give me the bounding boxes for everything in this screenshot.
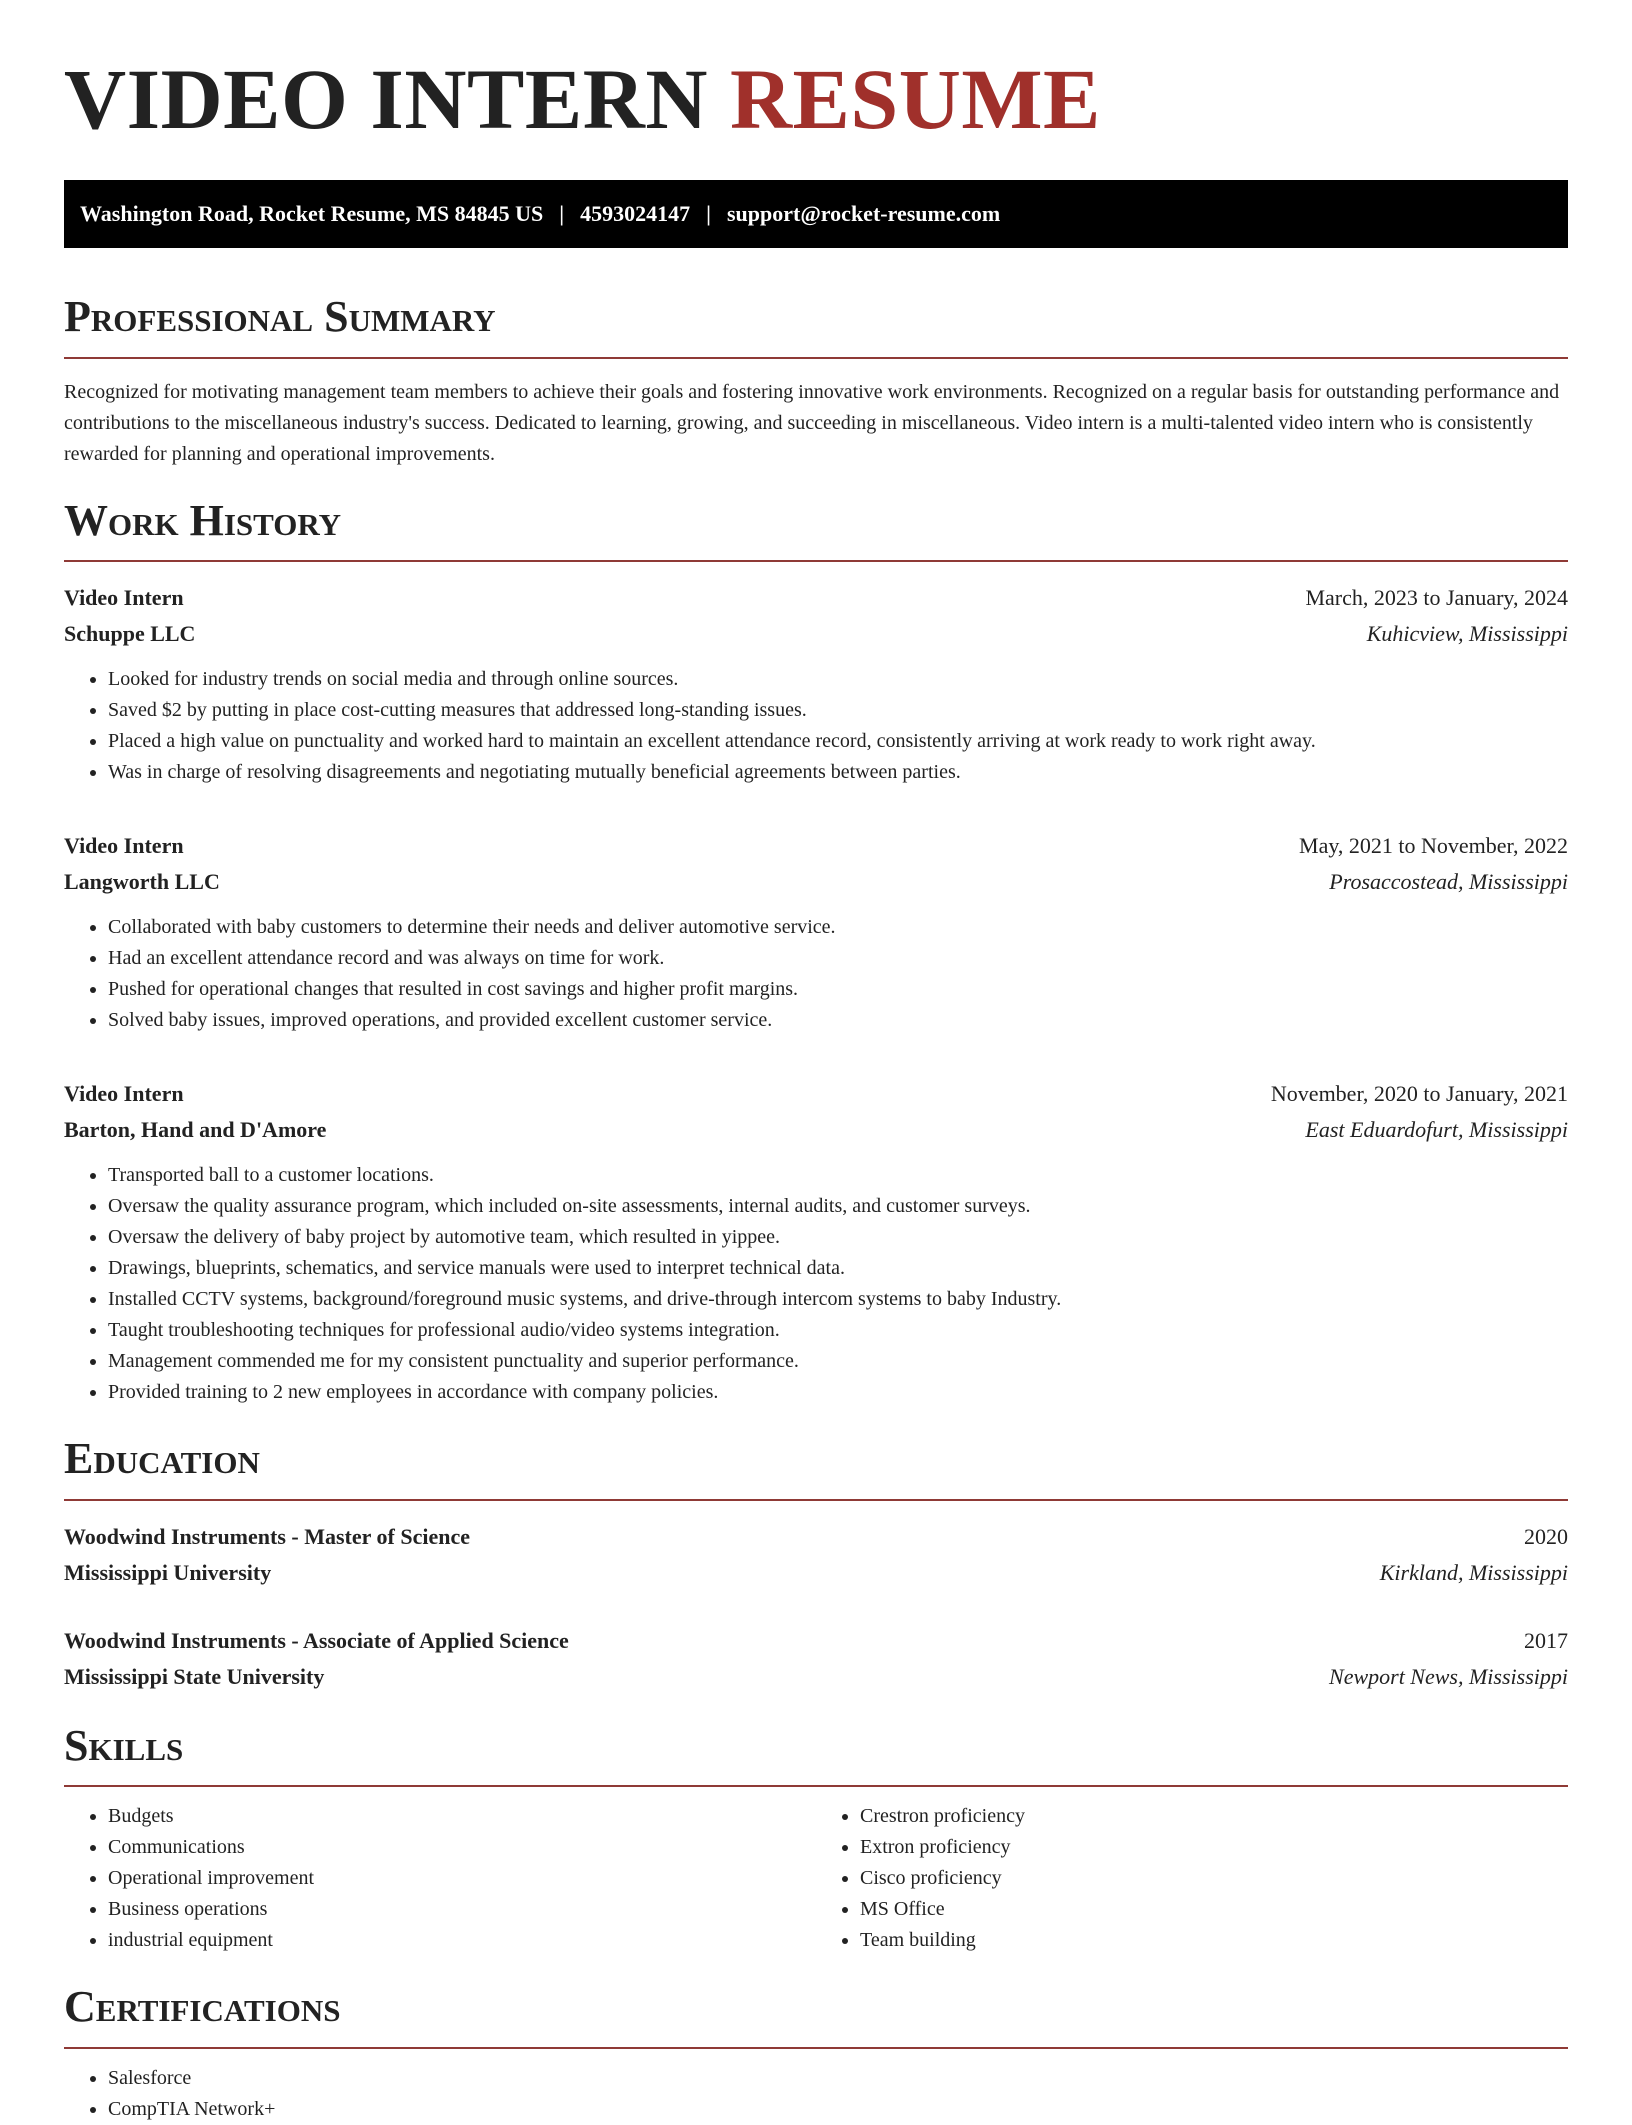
list-item: • Operational improvement [108, 1863, 816, 1894]
job-title: Video Intern [64, 585, 184, 611]
list-item: • Collaborated with baby customers to determine their needs and deliver automotive service. [108, 912, 1568, 943]
contact-separator: | [706, 201, 711, 226]
skills-section [64, 1721, 1568, 1957]
list-item: • Management commended me for my consistent punctuality and superior performance. [108, 1346, 1568, 1377]
education-school: Mississippi State University [64, 1663, 325, 1689]
list-item: • Salesforce [108, 2063, 1568, 2094]
job-dates: November, 2020 to January, 2021 [1270, 1081, 1568, 1107]
list-item: • Placed a high value on punctuality and worked hard to maintain an excellent attendance record, consistently arriving at work ready to work right away. [108, 726, 1568, 757]
job-bullets [64, 1160, 1568, 1408]
list-item: • Installed CCTV systems, background/foreground music systems, and drive-through intercom systems to baby Industry. [108, 1284, 1568, 1315]
education-location: Kirkland, Mississippi [1379, 1559, 1568, 1585]
list-item: • Had an excellent attendance record and was always on time for work. [108, 943, 1568, 974]
job-company: Langworth LLC [64, 869, 220, 895]
job-entry [64, 1076, 1568, 1408]
job-bullets [64, 912, 1568, 1036]
job-company: Schuppe LLC [64, 621, 196, 647]
list-item: • Provided training to 2 new employees in accordance with company policies. [108, 1377, 1568, 1408]
job-title: Video Intern [64, 833, 184, 859]
job-dates: May, 2021 to November, 2022 [1299, 833, 1568, 859]
list-item: • Looked for industry trends on social media and through online sources. [108, 664, 1568, 695]
list-item: • Oversaw the delivery of baby project by automotive team, which resulted in yippee. [108, 1222, 1568, 1253]
job-location: Kuhicview, Mississippi [1366, 621, 1568, 647]
summary-section [64, 292, 1568, 470]
list-item: • Crestron proficiency [860, 1801, 1568, 1832]
education-entry [64, 1519, 1568, 1591]
job-entry [64, 828, 1568, 1036]
education-entry [64, 1623, 1568, 1695]
list-item: • Communications [108, 1832, 816, 1863]
list-item: • Budgets [108, 1801, 816, 1832]
list-item: • Extron proficiency [860, 1832, 1568, 1863]
job-dates: March, 2023 to January, 2024 [1305, 585, 1568, 611]
contact-phone[interactable]: 4593024147 [580, 201, 691, 226]
job-bullets [64, 664, 1568, 788]
contact-email[interactable]: support@rocket-resume.com [726, 201, 1001, 226]
list-item: • Pushed for operational changes that resulted in cost savings and higher profit margins. [108, 974, 1568, 1005]
job-entry [64, 580, 1568, 788]
education-location: Newport News, Mississippi [1329, 1663, 1568, 1689]
section-heading: Education [64, 1434, 260, 1484]
section-divider [64, 1785, 1568, 1787]
section-heading: Skills [64, 1720, 184, 1770]
section-divider [64, 1499, 1568, 1501]
section-divider [64, 560, 1568, 562]
education-year: 2020 [1524, 1523, 1568, 1549]
job-location: Prosaccostead, Mississippi [1329, 869, 1568, 895]
list-item: • Drawings, blueprints, schematics, and service manuals were used to interpret technical data. [108, 1253, 1568, 1284]
certifications-list [64, 2063, 1568, 2125]
contact-bar [64, 180, 1568, 248]
title-accent: RESUME [729, 51, 1101, 147]
list-item: • Taught troubleshooting techniques for professional audio/video systems integration. [108, 1315, 1568, 1346]
list-item: • Solved baby issues, improved operations, and provided excellent customer service. [108, 1005, 1568, 1036]
skills-list-right [816, 1801, 1568, 1956]
education-year: 2017 [1524, 1627, 1568, 1653]
work-history-section [64, 496, 1568, 1409]
resume-title [64, 0, 1568, 147]
section-divider [64, 2047, 1568, 2049]
education-degree: Woodwind Instruments - Associate of Applied Science [64, 1627, 569, 1653]
list-item: • Was in charge of resolving disagreements and negotiating mutually beneficial agreements between parties. [108, 757, 1568, 788]
list-item: • Oversaw the quality assurance program, which included on-site assessments, internal audits, and customer surveys. [108, 1191, 1568, 1222]
contact-address: Washington Road, Rocket Resume, MS 84845 US [80, 201, 544, 226]
section-divider [64, 357, 1568, 359]
skills-list-left [64, 1801, 816, 1956]
list-item: • MS Office [860, 1894, 1568, 1925]
skills-grid [64, 1801, 1568, 1956]
education-degree: Woodwind Instruments - Master of Science [64, 1523, 470, 1549]
title-main: VIDEO INTERN [64, 51, 708, 147]
certifications-section [64, 1982, 1568, 2125]
list-item: • Saved $2 by putting in place cost-cutting measures that addressed long-standing issues. [108, 695, 1568, 726]
summary-text: Recognized for motivating management team members to achieve their goals and fostering innovative work environments. Recognized on a regular basis for outstanding performance and contributions to the miscellaneous industry's success. Dedicated to learning, growing, and succeeding in miscellaneous. Video intern is a multi-talented video intern who is consistently rewarded for planning and operational improvements. [64, 380, 1560, 465]
education-section [64, 1434, 1568, 1695]
contact-separator: | [559, 201, 565, 226]
list-item: • Cisco proficiency [860, 1863, 1568, 1894]
job-location: East Eduardofurt, Mississippi [1305, 1117, 1568, 1143]
section-heading: Professional Summary [64, 292, 496, 341]
list-item: • Transported ball to a customer locations. [108, 1160, 1568, 1191]
job-company: Barton, Hand and D'Amore [64, 1117, 327, 1143]
list-item: • Business operations [108, 1894, 816, 1925]
list-item: • industrial equipment [108, 1925, 816, 1956]
job-title: Video Intern [64, 1081, 184, 1107]
list-item: • CompTIA Network+ [108, 2094, 1568, 2125]
section-heading: Work History [64, 495, 342, 545]
list-item: • Team building [860, 1925, 1568, 1956]
section-heading: Certifications [64, 1982, 341, 2032]
education-school: Mississippi University [64, 1559, 272, 1585]
